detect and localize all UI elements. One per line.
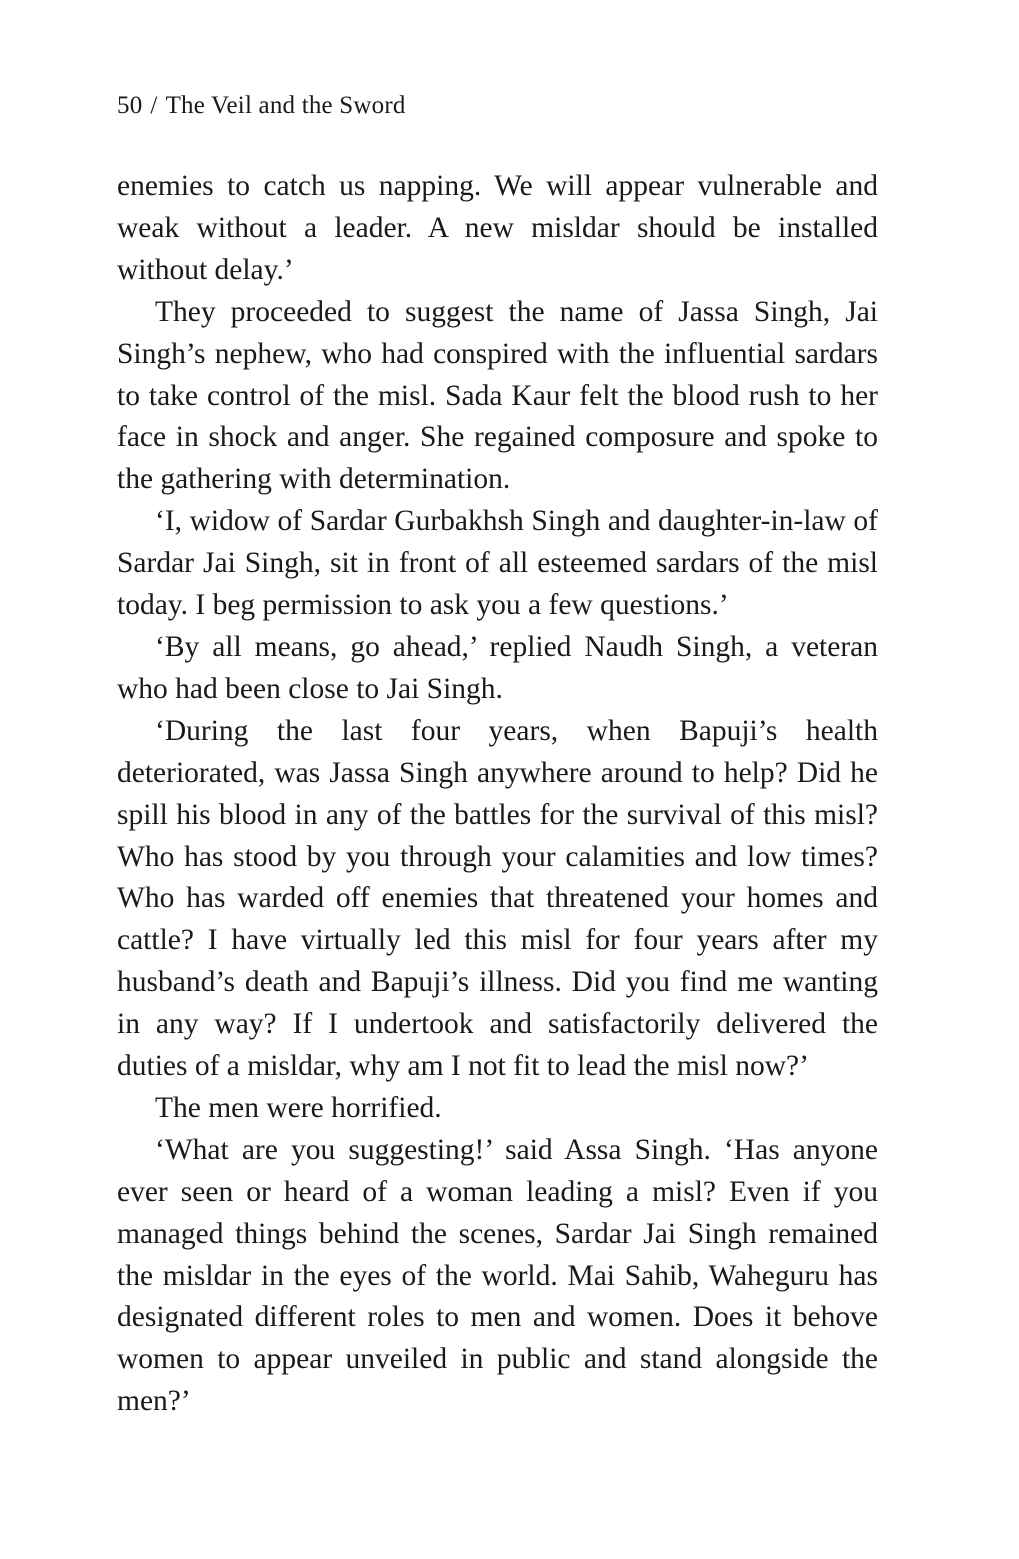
- paragraph: ‘I, widow of Sardar Gurbakhsh Singh and daughter-in-law of Sardar Jai Singh, sit in front of all esteemed sardars of the misl today. I beg permission to ask you a few questions.’: [117, 505, 878, 622]
- paragraph: ‘During the last four years, when Bapuji’s health deteriorated, was Jassa Singh anywhere around to help? Did he spill his blood in any of the battles for the survival of this misl? Who has stood by you through your calamities and low times? Who has warded off enemies that threatened your homes and cattle? I have virtually led this misl for four years after my husband’s death and Bapuji’s illness. Did you find me wanting in any way? If I undertook and satisfactorily delivered the duties of a misldar, why am I not fit to lead the misl now?’: [117, 714, 878, 1083]
- running-head: [117, 92, 406, 120]
- paragraph: ‘What are you suggesting!’ said Assa Singh. ‘Has anyone ever seen or heard of a woman leading a misl? Even if you managed things behind the scenes, Sardar Jai Singh remained the misldar in the eyes of the world. Mai Sahib, Waheguru has designated different roles to men and women. Does it behove women to appear unveiled in public and stand alongside the men?’: [117, 1133, 878, 1418]
- paragraph: They proceeded to suggest the name of Jassa Singh, Jai Singh’s nephew, who had conspired with the influential sardars to take control of the misl. Sada Kaur felt the blood rush to her face in shock and anger. She regained composure and spoke to the gathering with determination.: [117, 295, 878, 496]
- paragraph: The men were horrified.: [155, 1091, 442, 1124]
- paragraph: ‘By all means, go ahead,’ replied Naudh Singh, a veteran who had been close to Jai Singh.: [117, 630, 878, 705]
- paragraph-continued: enemies to catch us napping. We will appear vulnerable and weak without a leader. A new misldar should be installed without delay.’: [117, 170, 878, 286]
- book-title: The Veil and the Sword: [165, 92, 406, 119]
- page-number: 50: [117, 92, 143, 119]
- body-text: [117, 166, 878, 1423]
- header-separator: /: [150, 92, 158, 119]
